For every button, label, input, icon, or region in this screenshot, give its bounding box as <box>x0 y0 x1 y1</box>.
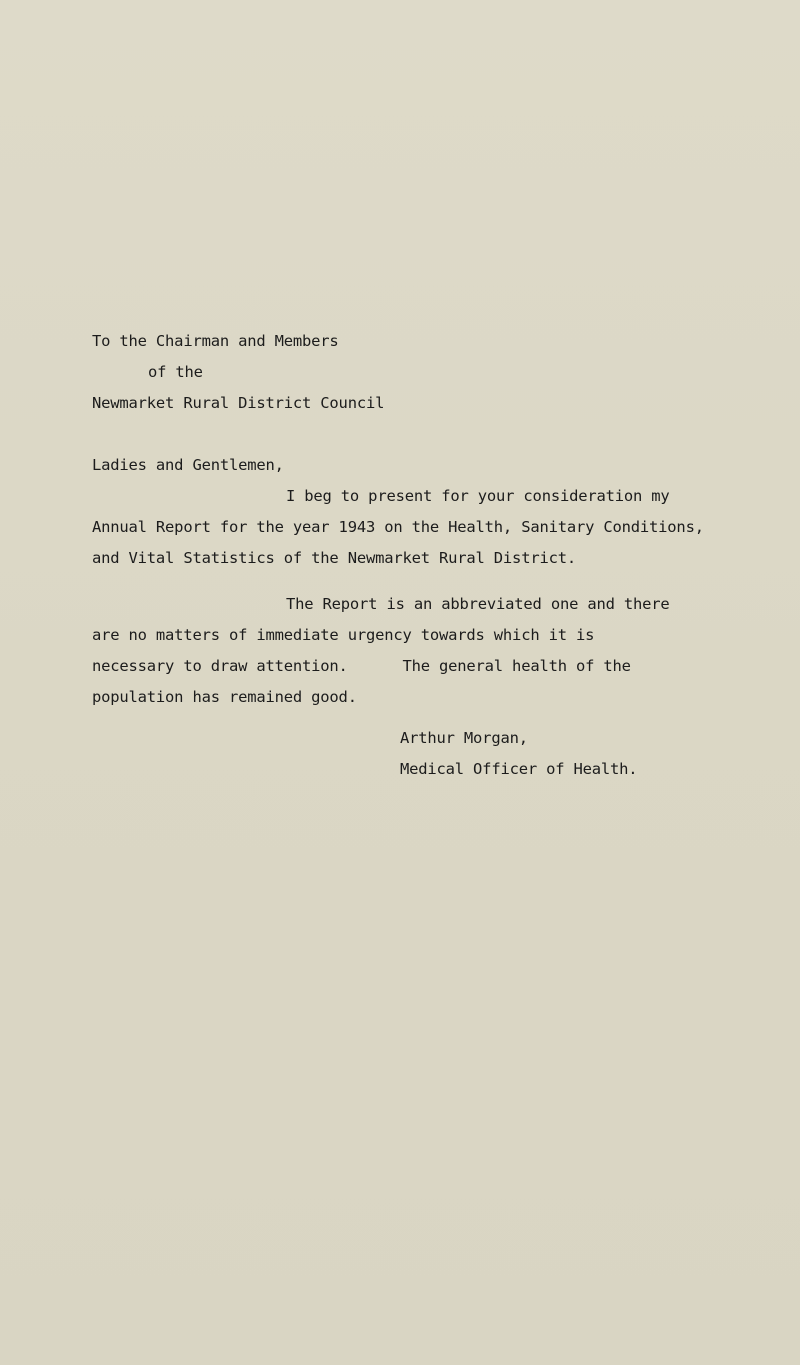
paragraph2-line-2: are no matters of immediate urgency towards which it is <box>92 626 595 644</box>
signature-name: Arthur Morgan, <box>400 729 528 747</box>
paragraph2-line-4: population has remained good. <box>92 688 357 706</box>
paragraph1-line-3: and Vital Statistics of the Newmarket Rural District. <box>92 549 576 567</box>
paragraph1-line-2: Annual Report for the year 1943 on the Health, Sanitary Conditions, <box>92 518 704 536</box>
salutation: Ladies and Gentlemen, <box>92 456 284 474</box>
paragraph1-line-1: I beg to present for your consideration my <box>286 487 670 505</box>
paragraph2-line-1: The Report is an abbreviated one and there <box>286 595 670 613</box>
address-line-1: To the Chairman and Members <box>92 332 339 350</box>
paragraph2-line-3: necessary to draw attention. The general health of the <box>92 657 631 675</box>
address-line-3: Newmarket Rural District Council <box>92 394 385 412</box>
signature-title: Medical Officer of Health. <box>400 760 638 778</box>
address-line-2: of the <box>148 363 203 381</box>
